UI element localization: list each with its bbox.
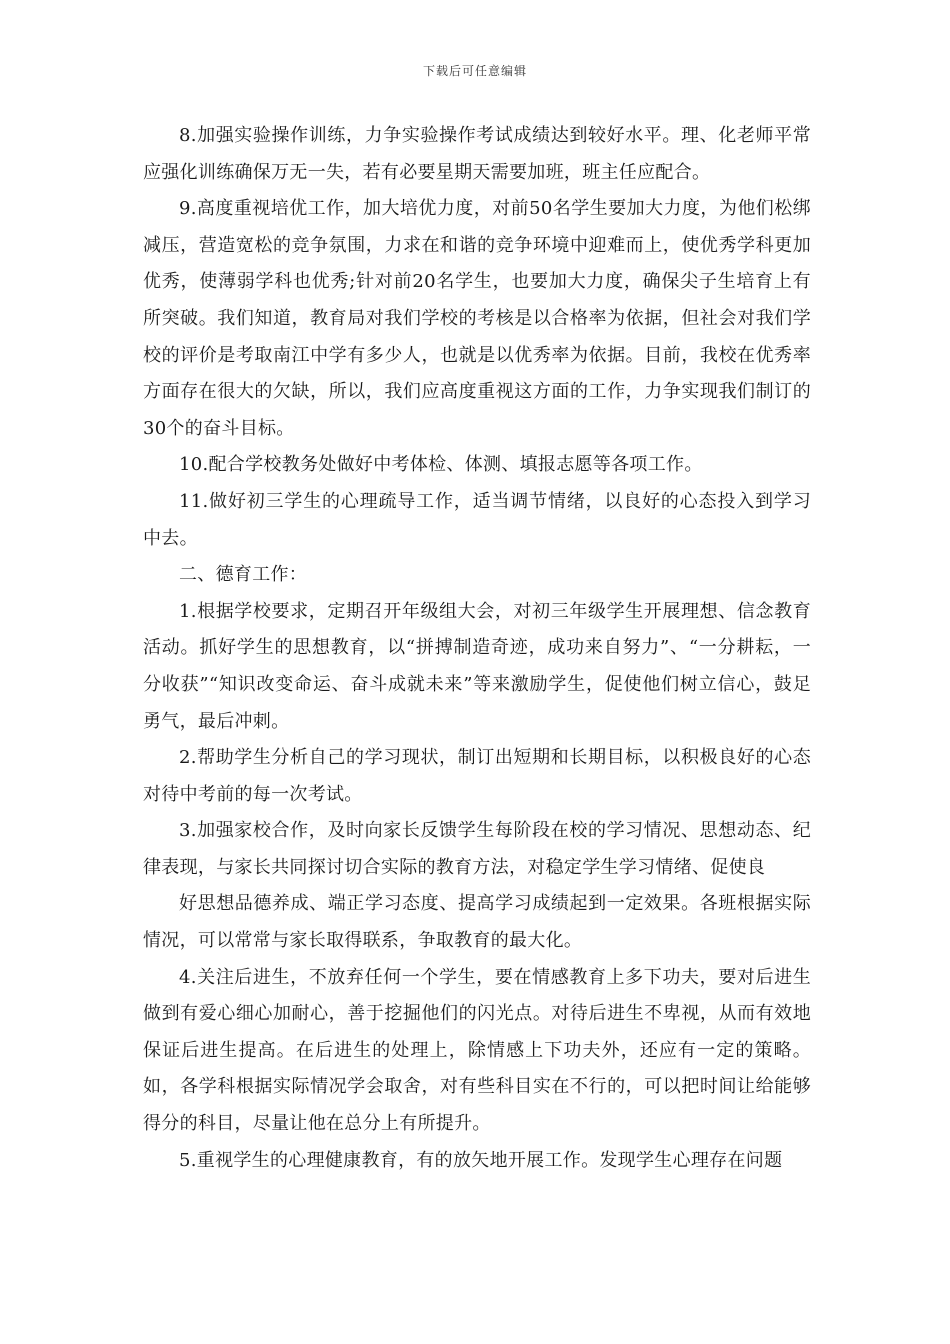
paragraph-item-10: 10.配合学校教务处做好中考体检、体测、填报志愿等各项工作。 (179, 454, 703, 476)
paragraph-item-9: 9.高度重视培优工作，加大培优力度，对前50名学生要加大力度，为他们松绑减压，营造宽松的竞争氛围，力求在和谐的竞争环境中迎难而上，使优秀学科更加优秀，使薄弱学科也优秀;针对前20名学生，也要加大力度，确保尖子生培育上有所突破。我们知道，教育局对我们学校的考核是以合格率为依据，但社会对我们学校的评价是考取南江中学有多少人，也就是以优秀率为依据。目前，我校在优秀率方面存在很大的欠缺，所以，我们应高度重视这方面的工作，力争实现我们制订的30个的奋斗目标。 (143, 198, 811, 439)
page-header-watermark: 下载后可任意编辑 (422, 64, 527, 78)
paragraph-moral-2: 2.帮助学生分析自己的学习现状，制订出短期和长期目标，以积极良好的心态对待中考前的每一次考试。 (143, 747, 811, 805)
paragraph-moral-4: 4.关注后进生，不放弃任何一个学生，要在情感教育上多下功夫，要对后进生做到有爱心细心加耐心，善于挖掘他们的闪光点。对待后进生不卑视，从而有效地保证后进生提高。在后进生的处理上，除情感上下功夫外，还应有一定的策略。如，各学科根据实际情况学会取舍，对有些科目实在不行的，可以把时间让给能够得分的科目，尽量让他在总分上有所提升。 (143, 966, 811, 1135)
paragraph-moral-3: 3.加强家校合作，及时向家长反馈学生每阶段在校的学习情况、思想动态、纪律表现，与家长共同探讨切合实际的教育方法，对稳定学生学习情绪、促使良 (143, 820, 811, 878)
paragraph-moral-5: 5.重视学生的心理健康教育，有的放矢地开展工作。发现学生心理存在问题 (179, 1149, 783, 1171)
paragraph-item-11: 11.做好初三学生的心理疏导工作，适当调节情绪，以良好的心态投入到学习中去。 (143, 490, 811, 549)
paragraph-moral-1: 1.根据学校要求，定期召开年级组大会，对初三年级学生开展理想、信念教育活动。抓好学生的思想教育，以“拼搏制造奇迹，成功来自努力”、“一分耕耘，一分收获”“知识改变命运、奋斗成就未来”等来激励学生，促使他们树立信心，鼓足勇气，最后冲刺。 (143, 600, 811, 732)
section-heading-moral-education: 二、德育工作： (179, 564, 308, 586)
document-body (143, 118, 811, 1179)
paragraph-moral-3-continued: 好思想品德养成、端正学习态度、提高学习成绩起到一定效果。各班根据实际情况，可以常常与家长取得联系，争取教育的最大化。 (143, 893, 811, 952)
paragraph-item-8: 8.加强实验操作训练，力争实验操作考试成绩达到较好水平。理、化老师平常应强化训练确保万无一失，若有必要星期天需要加班，班主任应配合。 (143, 125, 811, 183)
